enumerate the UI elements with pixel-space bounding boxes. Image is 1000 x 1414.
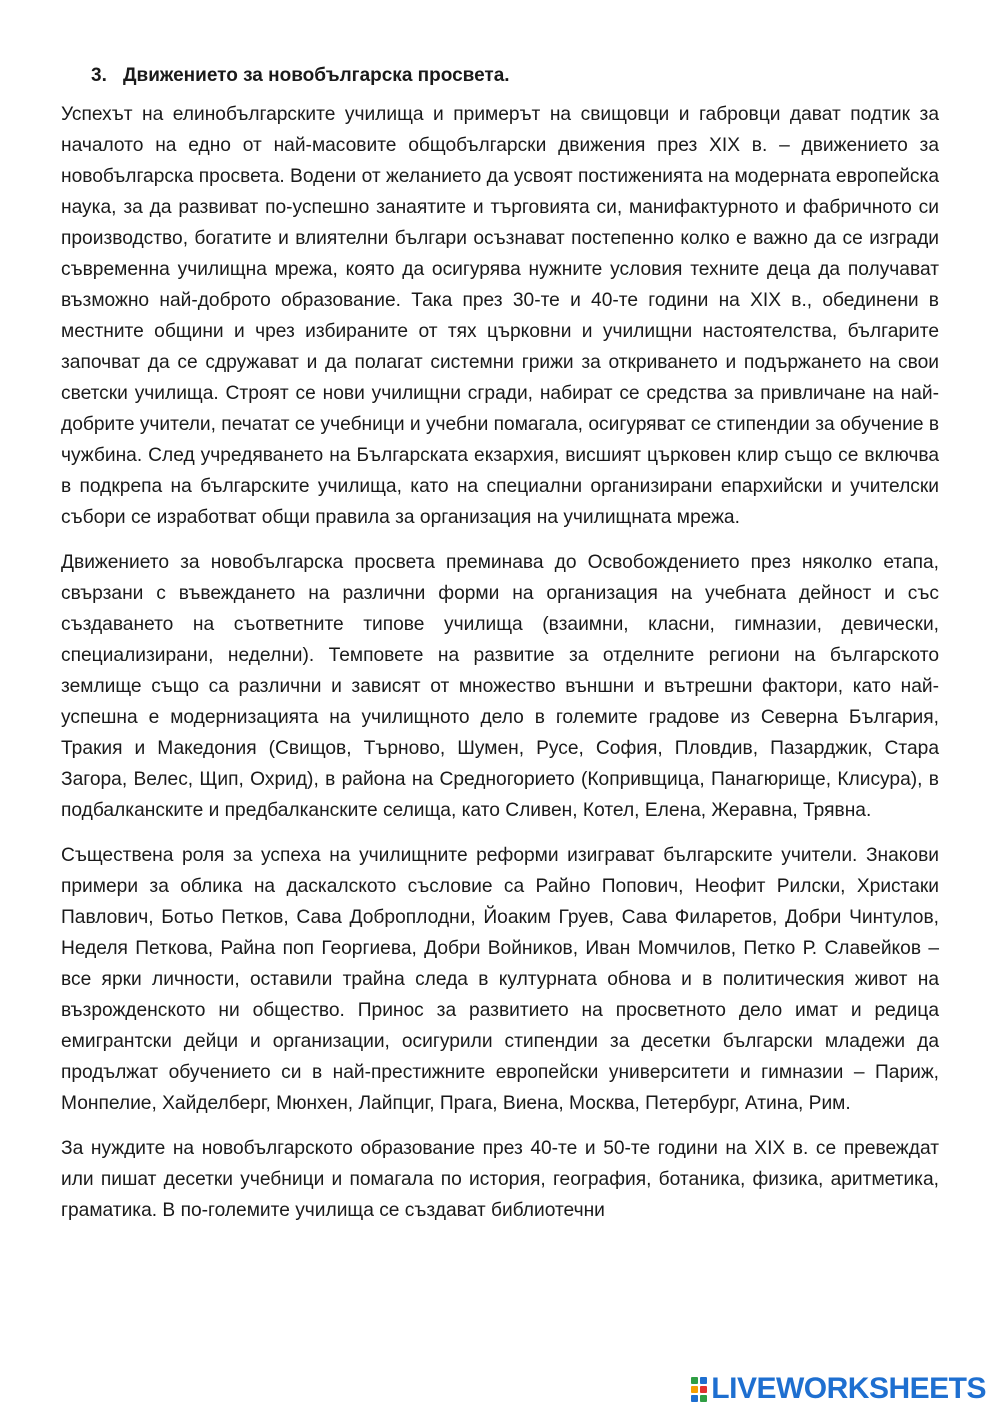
paragraph-1: Успехът на елинобългарските училища и примерът на свищовци и габровци дават подтик за началото на едно от най-масовите общобългарски движения през XIX в. – движението за новобългарска просвета. Водени от желанието да усвоят постиженията на модерната европейска наука, за да развиват по-успешно занаятите и търговията си, манифактурното и фабричното си производство, богатите и влиятелни българи осъзнават постепенно колко е важно да се изгради съвременна училищна мрежа, която да осигурява нужните условия техните деца да получават възможно най-доброто образование. Така през 30-те и 40-те години на XIX в., обединени в местните общини и чрез избираните от тях църковни и училищни настоятелства, българите започват да се сдружават и да полагат системни грижи за откриването и подържането на свои светски училища. Строят се нови училищни сгради, набират се средства за привличане на най-добрите учители, печатат се учебници и учебни помагала, осигуряват се стипендии за обучение в чужбина. След учредяването на Българската екзархия, висшият църковен клир също се включва в подкрепа на българските училища, като на специални организирани епархийски и учителски събори се изработват общи правила за организация на училищната мрежа. [61, 104, 940, 528]
section-heading [61, 60, 939, 91]
logo-square [691, 1377, 698, 1384]
liveworksheets-logo[interactable] [691, 1374, 986, 1404]
logo-square [691, 1386, 698, 1393]
logo-square [691, 1395, 698, 1402]
logo-square [700, 1386, 707, 1393]
logo-text: LIVEWORKSHEETS [711, 1372, 986, 1405]
paragraph-2: Движението за новобългарска просвета преминава до Освобождението през няколко етапа, свързани с въвеждането на различни форми на организация на учебната дейност и със създаването на съответните типове училища (взаимни, класни, гимназии, девически, специализирани, неделни). Темповете на развитие за отделните региони на българското землище също са различни и зависят от множество външни и вътрешни фактори, като най-успешна е модернизацията на училищното дело в големите градове из Северна България, Тракия и Македония (Свищов, Търново, Шумен, Русе, София, Пловдив, Пазарджик, Стара Загора, Велес, Щип, Охрид), в района на Средногорието (Копривщица, Панагюрище, Клисура), в подбалканските и предбалканските селища, като Сливен, Котел, Елена, Жеравна, Трявна. [61, 552, 939, 821]
section-number: 3. [91, 65, 107, 86]
paragraph-3: Съществена роля за успеха на училищните реформи изиграват българските учители. Знакови примери за облика на даскалското съсловие са Райно Попович, Неофит Рилски, Христаки Павлович, Ботьо Петков, Сава Доброплодни, Йоаким Груев, Сава Филаретов, Добри Чинтулов, Неделя Петкова, Райна поп Георгиева, Добри Войников, Иван Момчилов, Петко Р. Славейков – все ярки личности, оставили трайна следа в културната обнова и в политическия живот на възрожденското ни общество. Принос за развитието на просветното дело имат и редица емигрантски дейци и организации, осигурили стипендии за десетки български младежи да продължат обучението си в най-престижните европейски университети и гимназии – Париж, Монпелие, Хайделберг, Мюнхен, Лайпциг, Прага, Виена, Москва, Петербург, Атина, Рим. [61, 845, 939, 1114]
logo-mark-icon [691, 1377, 707, 1402]
section-title: Движението за новобългарска просвета. [123, 65, 510, 86]
paragraph-4: За нуждите на новобългарското образование през 40-те и 50-те години на XIX в. се превеждат или пишат десетки учебници и помагала по история, география, ботаника, физика, аритметика, граматика. В по-големите училища се създават библиотечни [61, 1138, 939, 1221]
document-page [61, 60, 939, 1240]
logo-square [700, 1395, 707, 1402]
logo-square [700, 1377, 707, 1384]
